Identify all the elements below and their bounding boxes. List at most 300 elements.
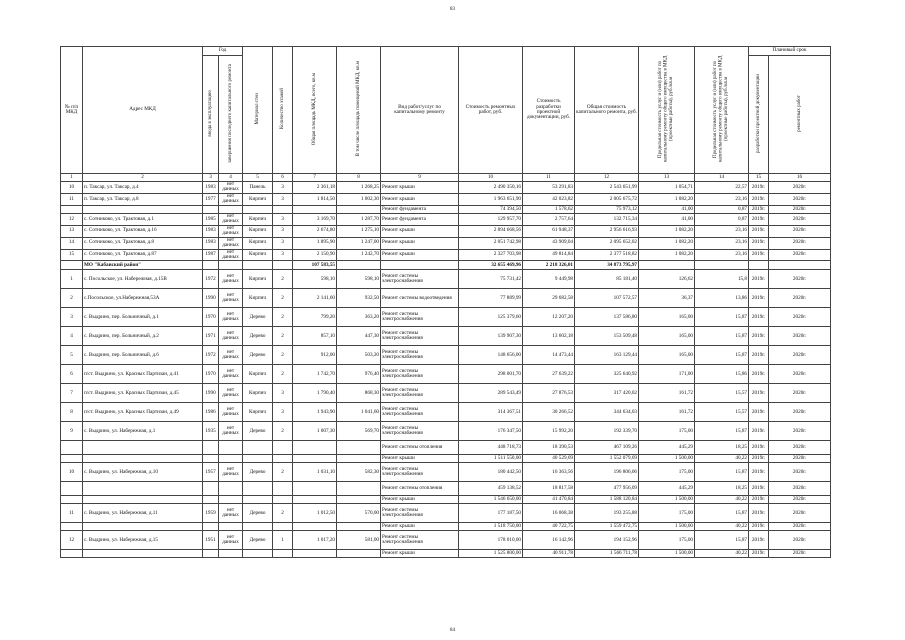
table-cell: 569,70	[337, 422, 381, 441]
table-cell: Дерево	[243, 531, 273, 550]
table-cell: 2020г.	[769, 550, 831, 558]
table-cell: 1990	[203, 384, 219, 403]
table-cell: 2020г.	[769, 346, 831, 365]
table-cell: 165,00	[639, 327, 695, 346]
table-cell	[293, 482, 337, 496]
table-cell: 4	[61, 327, 83, 346]
table-cell	[381, 261, 459, 270]
header-plan-repair: ремонтных работ	[769, 56, 831, 174]
table-cell: Ремонт системы электроснабжения	[381, 384, 459, 403]
table-cell: 976,40	[337, 365, 381, 384]
table-cell: 53 291,83	[523, 182, 575, 194]
table-cell: 15,87	[695, 504, 749, 523]
table-cell: 1970	[203, 365, 219, 384]
table-cell: 1 082,20	[639, 249, 695, 261]
table-cell: 14	[695, 174, 749, 182]
table-cell	[203, 523, 219, 531]
table-cell	[219, 261, 243, 270]
table-cell: 2020г.	[769, 384, 831, 403]
table-row	[61, 550, 831, 558]
table-cell: 2 490 350,16	[459, 182, 523, 194]
table-cell: 1 742,70	[293, 365, 337, 384]
table-cell: 8	[337, 174, 381, 182]
table-cell: 445,29	[639, 482, 695, 496]
table-cell: 2 218 326,01	[523, 261, 575, 270]
table-row	[61, 441, 831, 455]
table-cell: 1 525 800,00	[459, 550, 523, 558]
table-cell	[219, 482, 243, 496]
table-row	[61, 346, 831, 365]
table-cell	[219, 205, 243, 213]
table-cell	[273, 496, 293, 504]
table-cell: 22,57	[695, 182, 749, 194]
table-cell: Ремонт крыши	[381, 182, 459, 194]
table-cell	[243, 550, 273, 558]
table-cell: 1935	[203, 422, 219, 441]
table-cell	[243, 523, 273, 531]
table-cell: 1 082,20	[639, 237, 695, 249]
table-cell: 344 634,03	[575, 403, 639, 422]
table-cell: 15,57	[695, 403, 749, 422]
table-cell: 175,00	[639, 504, 695, 523]
table-cell: 1 247,00	[337, 237, 381, 249]
table-cell	[293, 496, 337, 504]
table-cell: 148 656,00	[459, 346, 523, 365]
table-cell: 16	[769, 174, 831, 182]
table-cell: нет данных	[219, 422, 243, 441]
table-cell: 2019г.	[749, 441, 769, 455]
table-cell: 2019г.	[749, 422, 769, 441]
table-cell: 0,87	[695, 205, 749, 213]
table-cell: 15	[61, 249, 83, 261]
table-cell: 107 572,57	[575, 289, 639, 308]
table-cell: 193 255,88	[575, 504, 639, 523]
table-cell	[83, 441, 203, 455]
table-cell: Ремонт системы электроснабжения	[381, 270, 459, 289]
table-cell	[219, 550, 243, 558]
table-cell: 126,62	[639, 270, 695, 289]
table-cell: 165,00	[639, 308, 695, 327]
table-cell: Ремонт фундамента	[381, 213, 459, 225]
table-cell: 23,16	[695, 193, 749, 205]
header-repair-cost: Стоимость ремонтных работ, руб.	[459, 47, 523, 174]
table-cell: 1 007,30	[293, 422, 337, 441]
table-cell: 40 529,69	[523, 455, 575, 463]
table-cell: 11	[61, 193, 83, 205]
table-cell: нет данных	[219, 346, 243, 365]
table-cell: 2020г.	[769, 205, 831, 213]
table-cell: с. Сотниково, ул. Трактовая, д.16	[83, 225, 203, 237]
table-cell	[749, 261, 769, 270]
table-cell: с. Сотниково, ул. Трактовая, д.1	[83, 213, 203, 225]
table-cell: 137 586,80	[575, 308, 639, 327]
table-cell: 6	[273, 174, 293, 182]
table-cell: 125 379,60	[459, 308, 523, 327]
table-cell: 503,20	[337, 346, 381, 365]
table-cell: нет данных	[219, 182, 243, 194]
table-cell: Панель	[243, 182, 273, 194]
table-cell	[337, 496, 381, 504]
table-row	[61, 422, 831, 441]
table-cell: 5	[243, 174, 273, 182]
table-cell: 1 895,90	[293, 237, 337, 249]
table-cell: 2019г.	[749, 289, 769, 308]
table-cell: 3	[273, 237, 293, 249]
table-cell: 1 012,50	[293, 504, 337, 523]
header-year-last-repair: завершения последнего капитального ремонта	[219, 56, 243, 174]
table-cell: п/ст. Выдрино, ул. Красных Партизан, д.41	[83, 365, 203, 384]
table-cell: 2019г.	[749, 531, 769, 550]
table-cell: 2019г.	[749, 504, 769, 523]
header-plan-design: разработки проектной документации	[749, 56, 769, 174]
table-cell: 2020г.	[769, 504, 831, 523]
table-cell: 581,00	[337, 531, 381, 550]
table-cell: 2	[273, 365, 293, 384]
table-cell	[83, 496, 203, 504]
table-cell: 16 068,38	[523, 504, 575, 523]
table-cell: Ремонт системы электроснабжения	[381, 463, 459, 482]
table-cell: Кирпич	[243, 213, 273, 225]
table-cell: 1 943,90	[293, 403, 337, 422]
table-cell: нет данных	[219, 289, 243, 308]
table-cell: 3 169,70	[293, 213, 337, 225]
header-work-type: Вид работ/услуг по капитальному ремонту	[381, 47, 459, 174]
table-cell: Ремонт крыши	[381, 455, 459, 463]
table-row	[61, 482, 831, 496]
table-cell: 1 275,10	[337, 225, 381, 237]
table-cell: 1983	[203, 182, 219, 194]
table-cell: 30 266,52	[523, 403, 575, 422]
table-cell: 2020г.	[769, 182, 831, 194]
table-cell: 11	[523, 174, 575, 182]
table-cell: 1 511 550,00	[459, 455, 523, 463]
table-cell: 132 715,34	[575, 213, 639, 225]
table-cell: 12	[575, 174, 639, 182]
table-cell: 6	[61, 365, 83, 384]
table-cell: 2	[273, 346, 293, 365]
table-row	[61, 225, 831, 237]
table-cell: Кирпич	[243, 225, 273, 237]
repair-register-table	[60, 46, 831, 558]
table-cell: 196 806,06	[575, 463, 639, 482]
header-limit-cost-1: Предельная стоимость услуг и (или) работ по капитальному ремонту общего имущества в МКД (проектные работы), руб./кв.м	[639, 47, 695, 174]
table-cell: 23,16	[695, 225, 749, 237]
table-cell: 75 973,12	[575, 205, 639, 213]
table-cell: 1 552 079,69	[575, 455, 639, 463]
table-cell	[219, 523, 243, 531]
table-cell: Ремонт крыши	[381, 496, 459, 504]
table-cell: 325 640,92	[575, 365, 639, 384]
table-cell	[639, 261, 695, 270]
table-cell: 3	[61, 308, 83, 327]
table-cell	[273, 441, 293, 455]
table-cell: 2	[273, 327, 293, 346]
table-cell: 153 509,48	[575, 327, 639, 346]
table-cell: п/ст. Выдрино, ул. Красных Партизан, д.49	[83, 403, 203, 422]
table-cell: 298 001,70	[459, 365, 523, 384]
table-cell: 180 442,50	[459, 463, 523, 482]
table-cell: 18,25	[695, 441, 749, 455]
table-cell: 2019г.	[749, 205, 769, 213]
table-row	[61, 463, 831, 482]
table-cell: нет данных	[219, 308, 243, 327]
table-cell: с. Посольское, ул. Набережная, д.15В	[83, 270, 203, 289]
table-cell: 598,10	[293, 270, 337, 289]
table-cell: 18 817,58	[523, 482, 575, 496]
table-cell	[219, 455, 243, 463]
table-cell: 2	[273, 308, 293, 327]
table-cell: Ремонт системы отопления	[381, 482, 459, 496]
table-cell	[273, 523, 293, 531]
table-cell: с.Посольское, ул.Набережная,53А	[83, 289, 203, 308]
table-cell: 8	[61, 403, 83, 422]
table-cell: 2019г.	[749, 213, 769, 225]
table-cell: 9	[61, 422, 83, 441]
table-cell: 1 559 472,75	[575, 523, 639, 531]
table-cell: нет данных	[219, 225, 243, 237]
table-cell: 18 390,53	[523, 441, 575, 455]
table-cell: 1 082,20	[639, 225, 695, 237]
table-cell: 582,30	[337, 463, 381, 482]
table-cell: нет данных	[219, 504, 243, 523]
table-cell: 2020г.	[769, 455, 831, 463]
table-cell: 2019г.	[749, 365, 769, 384]
table-cell	[203, 550, 219, 558]
table-cell: Ремонт крыши	[381, 225, 459, 237]
table-cell: 2	[273, 504, 293, 523]
table-cell	[273, 482, 293, 496]
table-cell: Кирпич	[243, 270, 273, 289]
table-cell: 2020г.	[769, 441, 831, 455]
table-cell: 2019г.	[749, 346, 769, 365]
table-cell: 163 129,44	[575, 346, 639, 365]
table-cell: 2	[61, 289, 83, 308]
table-cell: 1	[61, 270, 83, 289]
table-cell: Кирпич	[243, 249, 273, 261]
table-cell: с. Выдрино, пер. Больничный, д.6	[83, 346, 203, 365]
table-row	[61, 455, 831, 463]
table-cell: 7	[61, 384, 83, 403]
table-cell: 107 583,55	[293, 261, 337, 270]
table-cell: 1 500,00	[639, 455, 695, 463]
table-cell: п. Таксар, ул. Таксар, д.4	[83, 182, 203, 194]
table-cell: Ремонт крыши	[381, 249, 459, 261]
table-cell	[293, 523, 337, 531]
table-cell: 1 054,71	[639, 182, 695, 194]
table-cell	[273, 455, 293, 463]
table-cell: 13 602,18	[523, 327, 575, 346]
table-cell: Кирпич	[243, 384, 273, 403]
table-cell: Ремонт системы электроснабжения	[381, 531, 459, 550]
table-cell: 2	[273, 422, 293, 441]
table-cell: нет данных	[219, 327, 243, 346]
table-cell: 41,00	[639, 213, 695, 225]
table-cell: 2 377 518,82	[575, 249, 639, 261]
table-row	[61, 261, 831, 270]
table-cell: 1983	[203, 237, 219, 249]
table-cell: 459 138,52	[459, 482, 523, 496]
table-cell: 40,22	[695, 496, 749, 504]
table-cell: 7	[293, 174, 337, 182]
table-cell: 2020г.	[769, 289, 831, 308]
table-cell	[83, 482, 203, 496]
header-design-cost: Стоимость разработки проектной документации, руб.	[523, 47, 575, 174]
table-cell	[61, 455, 83, 463]
table-cell: нет данных	[219, 270, 243, 289]
table-cell: 40,22	[695, 455, 749, 463]
table-cell: 3	[273, 193, 293, 205]
table-cell: 2 141,60	[293, 289, 337, 308]
table-cell	[293, 550, 337, 558]
table-cell: Дерево	[243, 327, 273, 346]
table-cell: 1 031,10	[293, 463, 337, 482]
header-year-built: ввода в эксплуатацию	[203, 56, 219, 174]
table-cell: 1	[273, 531, 293, 550]
table-cell: 2020г.	[769, 531, 831, 550]
table-cell: 12	[61, 531, 83, 550]
table-cell: с. Выдрино, ул. Набережная, д.10	[83, 463, 203, 482]
table-cell: 1 002,30	[337, 193, 381, 205]
table-cell: 1 242,70	[337, 249, 381, 261]
table-cell: 9	[381, 174, 459, 182]
table-cell: 1972	[203, 270, 219, 289]
table-cell: 2019г.	[749, 403, 769, 422]
table-cell	[273, 205, 293, 213]
table-cell: 1977	[203, 193, 219, 205]
table-cell	[203, 261, 219, 270]
table-cell: 14	[61, 237, 83, 249]
table-cell: 2019г.	[749, 308, 769, 327]
table-cell	[219, 441, 243, 455]
table-cell: 23,16	[695, 249, 749, 261]
table-cell: 857,10	[293, 327, 337, 346]
table-cell: 12 207,20	[523, 308, 575, 327]
table-cell: 598,10	[337, 270, 381, 289]
table-row	[61, 193, 831, 205]
table-cell: 3	[273, 249, 293, 261]
page-number-bottom: 84	[450, 628, 455, 633]
table-cell: 36,37	[639, 289, 695, 308]
table-cell	[769, 261, 831, 270]
table-cell	[273, 550, 293, 558]
table-cell: 1 518 750,00	[459, 523, 523, 531]
table-cell: нет данных	[219, 213, 243, 225]
table-cell: 12	[61, 213, 83, 225]
table-cell: 2019г.	[749, 237, 769, 249]
table-cell: 570,00	[337, 504, 381, 523]
table-cell: МО "Кабанский район"	[83, 261, 203, 270]
table-cell: 2 543 651,99	[575, 182, 639, 194]
table-cell: 2020г.	[769, 463, 831, 482]
table-cell: Ремонт системы отопления	[381, 441, 459, 455]
table-cell	[61, 550, 83, 558]
table-cell: 161,72	[639, 384, 695, 403]
table-cell: 2019г.	[749, 463, 769, 482]
table-cell: 0,87	[695, 213, 749, 225]
table-cell: 447,30	[337, 327, 381, 346]
table-cell: 16 142,96	[523, 531, 575, 550]
table-cell: 1 268,25	[337, 182, 381, 194]
table-cell: 175,00	[639, 463, 695, 482]
table-cell: 2019г.	[749, 249, 769, 261]
table-cell: с. Выдрино, пер. Больничный, д.1	[83, 308, 203, 327]
table-cell: 161,72	[639, 403, 695, 422]
table-cell: 1 017,20	[293, 531, 337, 550]
table-cell: 2019г.	[749, 384, 769, 403]
table-cell: Кирпич	[243, 403, 273, 422]
table-cell	[293, 441, 337, 455]
table-cell: 2 894 668,56	[459, 225, 523, 237]
table-cell: 1	[61, 174, 83, 182]
table-cell: 2020г.	[769, 237, 831, 249]
table-cell: 175,00	[639, 422, 695, 441]
table-cell	[61, 261, 83, 270]
table-cell: 448 718,73	[459, 441, 523, 455]
table-cell: 1 566 711,78	[575, 550, 639, 558]
table-cell	[243, 261, 273, 270]
table-cell: 1 588 120,84	[575, 496, 639, 504]
table-cell	[61, 482, 83, 496]
table-cell: 178 010,00	[459, 531, 523, 550]
table-cell: 2020г.	[769, 403, 831, 422]
table-cell: 445,29	[639, 441, 695, 455]
table-cell: 192 339,70	[575, 422, 639, 441]
table-cell	[337, 205, 381, 213]
table-cell: 2019г.	[749, 327, 769, 346]
table-cell: 43 909,04	[523, 237, 575, 249]
table-row	[61, 327, 831, 346]
table-cell	[243, 455, 273, 463]
table-cell: 799,20	[293, 308, 337, 327]
table-cell: 3	[273, 225, 293, 237]
table-cell: 1 082,20	[639, 193, 695, 205]
table-cell: 2020г.	[769, 482, 831, 496]
table-cell: 314 367,51	[459, 403, 523, 422]
table-row	[61, 365, 831, 384]
table-cell: с. Сотниково, ул. Трактовая, д.8	[83, 237, 203, 249]
table-row	[61, 384, 831, 403]
table-cell	[83, 523, 203, 531]
table-cell: 15,8	[695, 270, 749, 289]
table-cell: 15,87	[695, 308, 749, 327]
table-cell: нет данных	[219, 463, 243, 482]
table-cell: 27 639,22	[523, 365, 575, 384]
table-cell: Ремонт системы электроснабжения	[381, 327, 459, 346]
table-cell: 75 731,42	[459, 270, 523, 289]
table-cell: с. Выдрино, ул. Набережная, д.15	[83, 531, 203, 550]
table-cell: 2020г.	[769, 193, 831, 205]
table-cell: 15,87	[695, 422, 749, 441]
header-limit-cost-2: Предельная стоимость услуг и (или) работ по капитальному ремонту общего имущества в МКД (проектные работы), руб./кв.м	[695, 47, 749, 174]
table-cell: 2020г.	[769, 225, 831, 237]
header-no: № п/п МКД	[61, 47, 83, 174]
table-cell: 1951	[203, 531, 219, 550]
table-cell: нет данных	[219, 403, 243, 422]
table-cell: 1 041,60	[337, 403, 381, 422]
table-cell: Дерево	[243, 422, 273, 441]
table-cell: 1 578,62	[523, 205, 575, 213]
table-cell: 477 956,09	[575, 482, 639, 496]
table-row	[61, 289, 831, 308]
table-cell	[61, 523, 83, 531]
table-cell: 1986	[203, 403, 219, 422]
table-cell: нет данных	[219, 193, 243, 205]
table-row	[61, 249, 831, 261]
table-cell	[293, 205, 337, 213]
table-cell: 1 790,40	[293, 384, 337, 403]
table-cell: 868,30	[337, 384, 381, 403]
table-row	[61, 403, 831, 422]
